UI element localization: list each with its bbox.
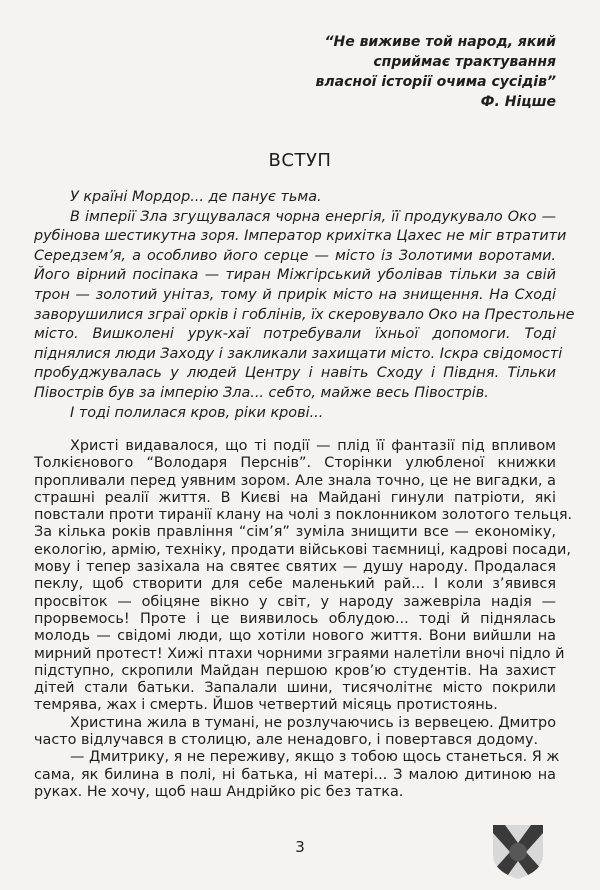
text-line: Його вірний посіпака — тиран Міжгірський уболівав тільки за свій [34, 267, 556, 284]
text-line: рубінова шестикутна зоря. Імператор крихітка Цахес не міг втратити [34, 228, 567, 245]
text-line: Півострів був за імперію Зла... себто, майже весь Півострів. [34, 384, 489, 401]
intro-italic-section [34, 188, 575, 423]
text-line: Толкієнового “Володаря Перснів”. Сторінки улюбленої книжки [34, 455, 556, 472]
text-line: мову і тепер зазіхала на святеє святих — душу народу. Продалася [34, 559, 556, 576]
text-line: руках. Не хочу, щоб наш Андрійко ріс без татка. [34, 783, 404, 800]
text-line: повстали проти тиранії клану на чолі з поклонником золотого тельця. [34, 507, 573, 524]
text-line: Середзем’я, а особливо його серце — місто із Золотими воротами. [34, 247, 556, 264]
text-line: темрява, жах і смерть. Йшов четвертий місяць протистоянь. [34, 697, 498, 714]
text-line: пропливали перед уявним зором. Але знала точно, це не вигадки, а [34, 472, 556, 489]
text-line: В імперії Зла згущувалася чорна енергія, її продукувало Око — [70, 208, 556, 225]
text-line: — Дмитрику, я не переживу, якщо з тобою щось станеться. Я ж [70, 749, 560, 766]
text-line: місто. Вишколені урук-хаї потребували їхньої допомоги. Тоді [34, 326, 556, 343]
text-line: піднялися люди Заходу і закликали захищати місто. Іскра свідомості [34, 345, 563, 362]
text-line: страшні реалії життя. В Києві на Майдані гинули патріоти, які [34, 489, 556, 506]
text-line: трон — золотий унітаз, тому й прирік місто на знищення. На Сході [34, 286, 556, 303]
epigraph-line: власної історії очима сусідів” [315, 74, 556, 90]
page-number: 3 [295, 838, 305, 856]
text-line: У країні Мордор... де панує тьма. [70, 189, 322, 205]
text-line: Христі видавалося, що ті події — плід її фантазії під впливом [70, 438, 556, 454]
epigraph-author: Ф. Ніцше [480, 94, 556, 110]
text-line: дітей стали батьки. Запалали шини, тисячолітнє місто покрили [34, 680, 556, 697]
text-line: сама, як билина в полі, ні батька, ні матері... З малою дитиною на [34, 766, 556, 783]
text-line: Христина жила в тумані, не розлучаючись із вервецею. Дмитро [70, 714, 557, 731]
epigraph-line: “Не виживе той народ, який [324, 34, 556, 50]
epigraph-line: сприймає трактування [373, 54, 556, 70]
text-line: І тоді полилася кров, ріки крові... [70, 404, 324, 421]
text-line: молодь — свідомі люди, що хотіли нового життя. Вони вийшли на [34, 628, 556, 645]
text-line: екологію, армію, техніку, продати військові таємниці, кадрові посади, [34, 541, 571, 558]
text-line: мирний протест! Хижі птахи чорними зграями налетіли вночі підло й [34, 645, 565, 662]
text-line: За кілька років правління “сім’я” зуміла знищити все — економіку, [34, 524, 556, 541]
chapter-title: ВСТУП [268, 150, 332, 171]
text-line: пеклу, щоб створити для себе маленький рай... І коли з’явився [34, 576, 556, 593]
text-line: прорвемось! Проте і це виявилось облудою... тоді й піднялась [34, 610, 556, 627]
text-line: пробуджувалась у людей Центру і навіть Сходу і Півдня. Тільки [34, 365, 556, 382]
text-line: часто відлучався в столицю, але ненадовго, і повертався додому. [34, 732, 539, 749]
main-text-section [34, 438, 573, 801]
epigraph [316, 32, 556, 112]
text-line: просвіток — обіцяне вікно у світ, у народу зажевріла надія — [34, 593, 556, 610]
text-line: підступно, скропили Майдан першою кров’ю студентів. На захист [34, 662, 556, 679]
text-line: заворушилися зграї орків і гоблінів, їх скеровувало Око на Престольне [34, 306, 575, 323]
shield-emblem-icon [493, 825, 543, 879]
